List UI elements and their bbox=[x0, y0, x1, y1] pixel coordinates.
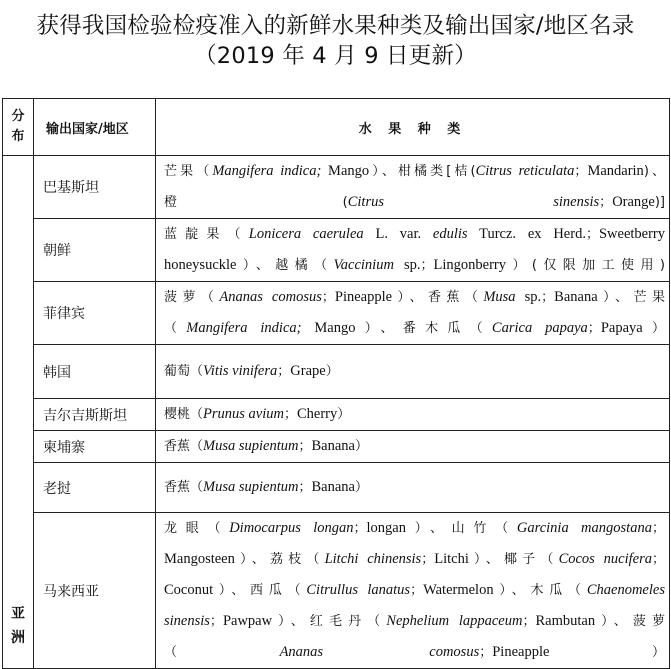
fruit-cell: 葡萄（Vitis vinifera；Grape） bbox=[156, 345, 670, 399]
table-row bbox=[3, 219, 670, 282]
country-philippines: 菲律宾 bbox=[34, 282, 156, 345]
header-region-top: 分 bbox=[11, 109, 25, 124]
country-cambodia: 柬埔寨 bbox=[34, 431, 156, 463]
country-kyrgyzstan: 吉尔吉斯斯坦 bbox=[34, 399, 156, 431]
country-malaysia: 马来西亚 bbox=[34, 513, 156, 669]
fruit-cell: 龙眼（Dimocarpus longan；longan）、山竹（Garcinia mangostana； Mangosteen）、荔枝（Litchi chinensis；Litchi）、椰子（Cocos nucifera； Coconut）、西瓜（Citrullus lanatus；Watermelon）、木瓜（Chaenomeles sinensis；Pawpaw）、红毛丹（Nephelium lappaceum；Rambutan）、菠萝 （Ananas comosus；Pineapple） bbox=[156, 513, 670, 669]
country-laos: 老挝 bbox=[34, 463, 156, 513]
table-row bbox=[3, 513, 670, 669]
fruit-cell: 蓝靛果（Lonicera caerulea L. var. edulis Turcz. ex Herd.；Sweetberry honeysuckle）、越橘（Vaccinium sp.；Lingonberry）(仅限加工使用) bbox=[156, 219, 670, 282]
header-fruit: 水 果 种 类 bbox=[156, 99, 670, 156]
header-region-bottom: 布 bbox=[11, 129, 25, 144]
page-subtitle-date: （2019 年 4 月 9 日更新） bbox=[194, 43, 477, 69]
table-row bbox=[3, 463, 670, 513]
header-country: 输出国家/地区 bbox=[34, 99, 156, 156]
region-label-top: 亚 bbox=[11, 606, 25, 622]
fruit-cell: 香蕉（Musa supientum；Banana） bbox=[156, 431, 670, 463]
table-header-row bbox=[3, 99, 670, 156]
country-north-korea: 朝鲜 bbox=[34, 219, 156, 282]
fruit-access-table bbox=[2, 98, 670, 669]
fruit-cell: 菠萝（Ananas comosus；Pineapple）、香蕉（Musa sp.；Banana）、芒果 （Mangifera indica; Mango）、番木瓜（Carica papaya；Papaya） bbox=[156, 282, 670, 345]
table-row bbox=[3, 431, 670, 463]
table-row bbox=[3, 345, 670, 399]
table-row bbox=[3, 156, 670, 219]
table-row bbox=[3, 282, 670, 345]
fruit-cell: 樱桃（Prunus avium；Cherry） bbox=[156, 399, 670, 431]
page-title: 获得我国检验检疫准入的新鲜水果种类及输出国家/地区名录 bbox=[36, 13, 635, 39]
region-asia bbox=[3, 156, 34, 669]
country-south-korea: 韩国 bbox=[34, 345, 156, 399]
fruit-cell: 香蕉（Musa supientum；Banana） bbox=[156, 463, 670, 513]
fruit-cell: 芒果（Mangifera indica; Mango）、柑橘类[桔(Citrus reticulata；Mandarin)、 橙(Citrus sinensis；Orange)] bbox=[156, 156, 670, 219]
region-label-bottom: 洲 bbox=[11, 630, 25, 646]
header-region bbox=[3, 99, 34, 156]
table-row bbox=[3, 399, 670, 431]
country-pakistan: 巴基斯坦 bbox=[34, 156, 156, 219]
